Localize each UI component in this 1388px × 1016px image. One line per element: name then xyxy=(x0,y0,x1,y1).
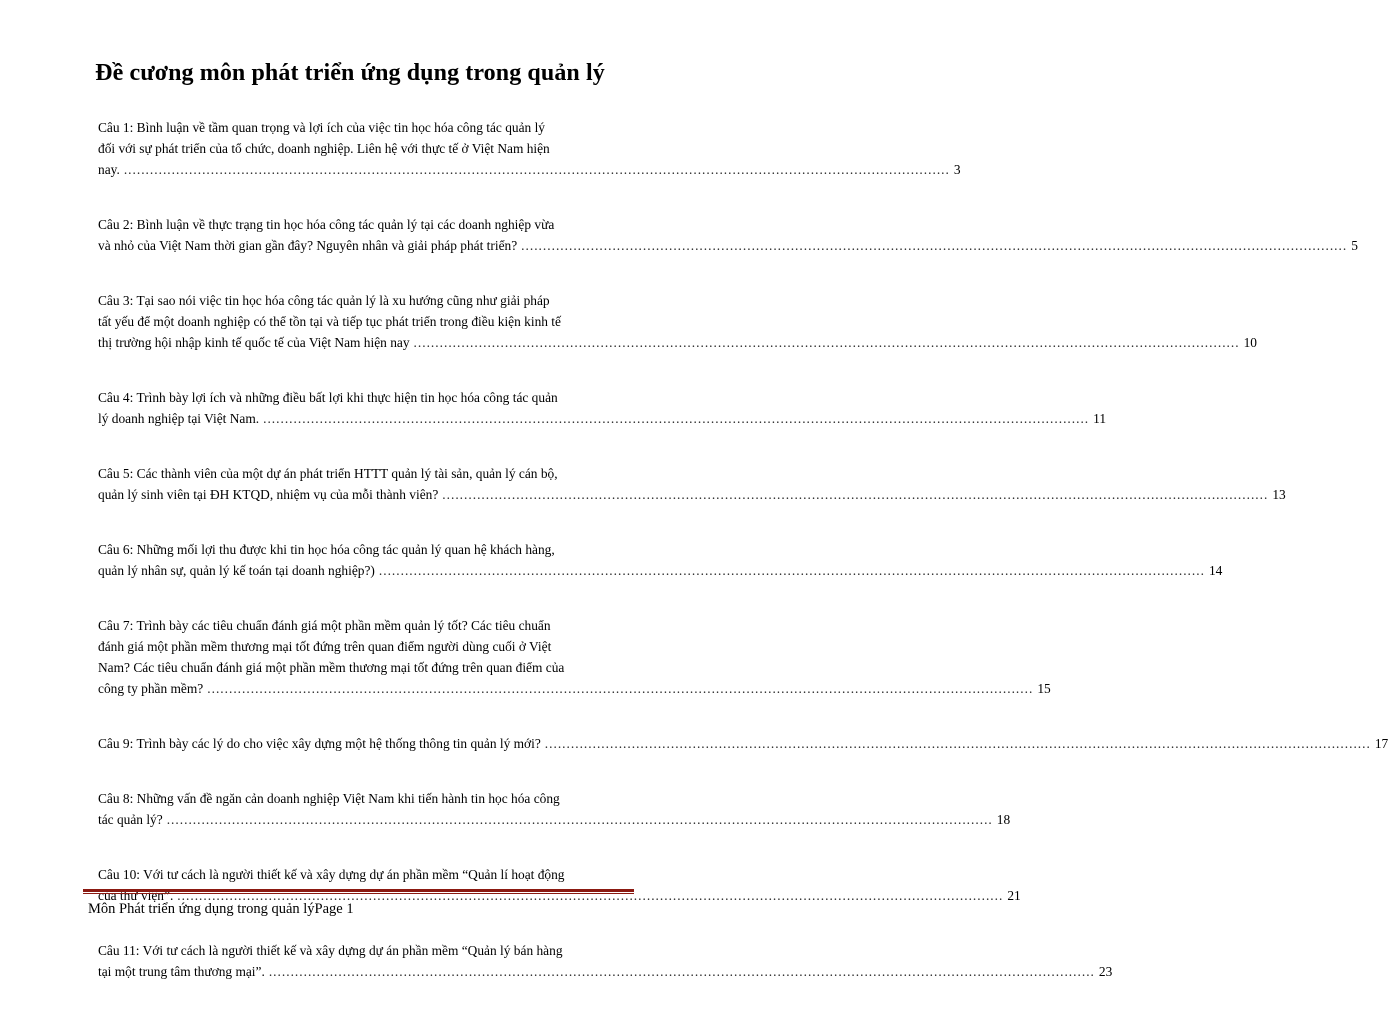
toc-entry-text-line: Câu 10: Với tư cách là người thiết kế và xây dựng dự án phần mềm “Quản lí hoạt động xyxy=(98,867,565,882)
toc-entry-leader-line xyxy=(98,560,1223,581)
footer-text: Môn Phát triển ứng dụng trong quản lýPage 1 xyxy=(88,901,354,917)
toc-page-number: 11 xyxy=(1093,411,1107,426)
dot-leader xyxy=(545,733,1371,754)
toc-entry[interactable] xyxy=(98,463,1286,505)
toc-page-number: 3 xyxy=(953,162,961,177)
toc-page-number: 18 xyxy=(996,812,1011,827)
toc-entry[interactable] xyxy=(98,290,1257,353)
toc-page-number: 15 xyxy=(1037,681,1051,696)
footer-divider xyxy=(83,889,634,894)
toc-page-number: 13 xyxy=(1272,487,1286,502)
toc-entry-leader-line xyxy=(98,961,1113,982)
toc-entry-text-line: tác quản lý? xyxy=(98,812,163,827)
toc-entry-leader-line xyxy=(98,678,1051,699)
toc-entry[interactable] xyxy=(98,788,1011,830)
toc-entry-leader-line xyxy=(98,332,1257,353)
toc-entry-text-line: nay. xyxy=(98,162,120,177)
dot-leader xyxy=(269,961,1095,982)
toc-entry-leader-line xyxy=(98,733,1388,754)
dot-leader xyxy=(379,560,1205,581)
toc-entry-text-line: Câu 5: Các thành viên của một dự án phát triển HTTT quản lý tài sản, quản lý cán bộ, xyxy=(98,466,558,481)
toc-entry-text-line: công ty phần mềm? xyxy=(98,681,204,696)
toc-entry[interactable] xyxy=(98,539,1223,581)
toc-page-number: 23 xyxy=(1098,964,1113,979)
toc-page-number: 5 xyxy=(1351,238,1358,253)
dot-leader xyxy=(521,235,1347,256)
toc-entry-text-line: Câu 6: Những mối lợi thu được khi tin học hóa công tác quản lý quan hệ khách hàng, xyxy=(98,542,555,557)
toc-entry-text-line: tại một trung tâm thương mại”. xyxy=(98,964,265,979)
toc-entry-text-line: Câu 9: Trình bày các lý do cho việc xây dựng một hệ thống thông tin quản lý mới? xyxy=(98,736,541,751)
toc-entry-text-line: Câu 1: Bình luận về tầm quan trọng và lợi ích của việc tin học hóa công tác quản lý xyxy=(98,120,545,135)
toc-page-number: 17 xyxy=(1374,736,1388,751)
toc-entry-text-line: quản lý sinh viên tại ĐH KTQD, nhiệm vụ của mỗi thành viên? xyxy=(98,487,439,502)
toc-entry[interactable] xyxy=(98,615,1051,699)
toc-entry-text-line: đánh giá một phần mềm thương mại tốt đứng trên quan điểm người dùng cuối ở Việt xyxy=(98,639,552,654)
toc-entry-text-line: tất yếu để một doanh nghiệp có thể tồn tại và tiếp tục phát triển trong điều kiện kinh tế xyxy=(98,314,561,329)
toc-entry-leader-line xyxy=(98,235,1358,256)
toc-entry-text-line: và nhỏ của Việt Nam thời gian gần đây? Nguyên nhân và giải pháp phát triển? xyxy=(98,238,518,253)
toc-page-number: 21 xyxy=(1007,888,1021,903)
dot-leader xyxy=(207,678,1033,699)
toc-entry-text-line: Câu 3: Tại sao nói việc tin học hóa công tác quản lý là xu hướng cũng như giải pháp xyxy=(98,293,550,308)
dot-leader xyxy=(167,809,993,830)
toc-entry-text-line: Câu 8: Những vấn đề ngăn cản doanh nghiệp Việt Nam khi tiến hành tin học hóa công xyxy=(98,791,560,806)
toc-entry-text-line: Nam? Các tiêu chuẩn đánh giá một phần mềm thương mại tốt đứng trên quan điểm của xyxy=(98,660,565,675)
toc-entry[interactable] xyxy=(98,117,961,180)
toc-entry-text-line: Câu 7: Trình bày các tiêu chuẩn đánh giá một phần mềm quản lý tốt? Các tiêu chuẩn xyxy=(98,618,551,633)
dot-leader xyxy=(263,408,1089,429)
dot-leader xyxy=(442,484,1268,505)
toc-entry-leader-line xyxy=(98,809,1011,830)
toc-entry-text-line: thị trường hội nhập kinh tế quốc tế của Việt Nam hiện nay xyxy=(98,335,410,350)
toc-entry[interactable] xyxy=(98,864,1021,906)
toc-entry-text-line: đối với sự phát triển của tổ chức, doanh nghiệp. Liên hệ với thực tế ở Việt Nam hiện xyxy=(98,141,550,156)
toc-page-number: 14 xyxy=(1208,563,1223,578)
toc-page-number: 10 xyxy=(1243,335,1257,350)
table-of-contents xyxy=(98,117,1388,1016)
toc-entry-text-line: quản lý nhân sự, quản lý kế toán tại doanh nghiệp?) xyxy=(98,563,375,578)
page-title: Đề cương môn phát triển ứng dụng trong quản lý xyxy=(95,60,605,86)
toc-entry-text-line: của thư viện”. xyxy=(98,888,174,903)
toc-entry-text-line: Câu 11: Với tư cách là người thiết kế và xây dựng dự án phần mềm “Quản lý bán hàng xyxy=(98,943,563,958)
toc-entry[interactable] xyxy=(98,214,1358,256)
toc-entry[interactable] xyxy=(98,387,1107,429)
dot-leader xyxy=(414,332,1240,353)
toc-entry-text-line: Câu 4: Trình bày lợi ích và những điều bất lợi khi thực hiện tin học hóa công tác quản xyxy=(98,390,558,405)
toc-entry[interactable] xyxy=(98,733,1388,754)
toc-entry-leader-line xyxy=(98,159,961,180)
toc-entry-leader-line xyxy=(98,408,1107,429)
toc-entry-leader-line xyxy=(98,484,1286,505)
toc-entry-text-line: Câu 2: Bình luận về thực trạng tin học hóa công tác quản lý tại các doanh nghiệp vừa xyxy=(98,217,555,232)
dot-leader xyxy=(124,159,950,180)
toc-entry[interactable] xyxy=(98,940,1113,982)
toc-entry-text-line: lý doanh nghiệp tại Việt Nam. xyxy=(98,411,260,426)
